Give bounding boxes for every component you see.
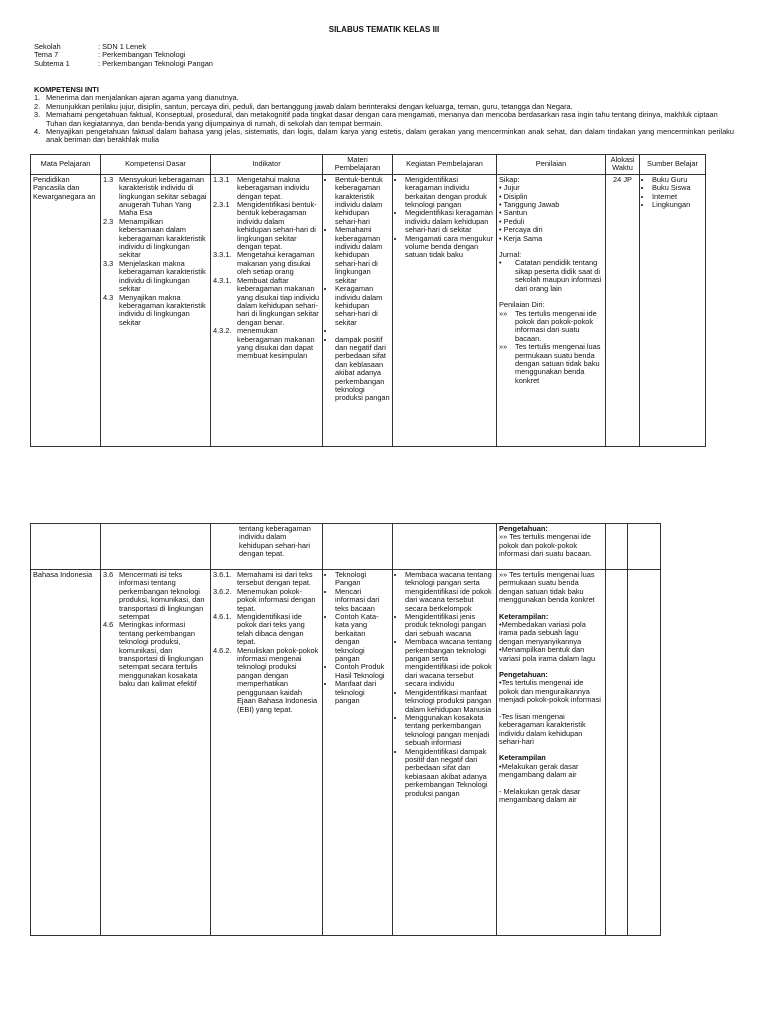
ki-item: 1. Menerima dan menjalankan ajaran agama yang dianutnya. (34, 93, 239, 103)
penilaian-cell: Pengetahuan: »» Tes tertulis mengenai ide pokok dan pokok-pokok informasi dari suatu bacaan. (497, 524, 606, 570)
penilaian-cell: »» Tes tertulis mengenai luas permukaan suatu benda dengan satuan tidak baku menggunakan benda konkret Keterampilan: •Membedakan variasi pola irama pada sebuah lagu dengan menyanyikannya •Menampilkan bentuk dan variasi pola irama dalam lagu Pengetahuan: •Tes tertulis mengenai ide pokok dan menguraikannya menjadi pokok-pokok informasi -Tes lisan mengenai keberagaman karakteristik individu dalam kehidupan sehari-hari Keterampilan •Melakukan gerak dasar mengambang dalam air - Melakukan gerak dasar mengambang dalam air (497, 570, 606, 936)
header-indikator: Indikator (211, 155, 323, 175)
list-item: • Mengidentifikasi dampak positif dan negatif dari perbedaan sifat dan kebiasaan akibat adanya perkembangan Teknologi produksi pangan (405, 748, 494, 798)
indikator-cell: 3.6.1. Memahami isi dari teks tersebut dengan tepat. 3.6.2. Menemukan pokok-pokok informasi dengan tepat. 4.6.1. Mengidentifikasi ide pokok dari teks yang telah dibaca dengan tepat. 4.6.2. Menuliskan pokok-pokok informasi mengenai teknologi produksi pangan dengan memperhatikan penggunaan kaidah Ejaan Bahasa Indonesia (EBI) yang tepat. (211, 570, 323, 936)
list-item: • Membaca wacana tentang teknologi pangan serta mengidentifikasi ide pokok dari wacana tersebut secara berkelompok (405, 571, 494, 613)
ki-item: 4. Menyajikan pengetahuan faktual dalam bahasa yang jelas, sistematis, dan logis, dalam karya yang estetis, dalam gerakan yang mencerminkan anak sehat, dan dalam tindakan yang mencerminkan perilaku anak beriman dan berakhlak mulia (34, 127, 734, 145)
syllabus-table-1 (30, 154, 706, 447)
materi-cell (323, 570, 393, 936)
ki-item: 3. Memahami pengetahuan faktual, Konseptual, prosedural, dan metakognitif pada tingkat dasar dengan cara mengamati, menanya dan mencoba berdasarkan rasa ingin tahu tentang dirinya, makhluk ciptaan Tuhan dan kegiatannya, dan benda-benda yang dijumpainya di rumah, di sekolah dan tempat bermain. (34, 110, 718, 128)
header-sumber: Sumber Belajar (640, 155, 706, 175)
header-row (31, 155, 706, 175)
indikator-cell: 1.3.1 Mengetahui makna keberagaman individu dengan tepat. 2.3.1 Mengidentifikasi bentuk-bentuk keberagaman individu dalam kehidupan sehari-hari di lingkungan sekitar dengan tepat. 3.3.1. Mengetahui keragaman makanan yang disukai oleh setiap orang 4.3.1. Membuat daftar keberagaman makanan yang disukai tiap individu dalam kehidupan sehari-hari di lingkungan sekitar dengan benar. 4.3.2. menemukan keberagaman makanan yang disukai dan dapat membuat kesimpulan (211, 174, 323, 446)
table-row (31, 524, 661, 570)
syllabus-table-2 (30, 523, 661, 936)
kd-cell: 3.6 Mencermati isi teks informasi tentang perkembangan teknologi produksi, komunikasi, dan transportasi di lingkungan setempat 4.6 Meringkas informasi tentang perkembangan teknologi produksi, komunikasi, dan transportasi di lingkungan setempat secara tertulis menggunakan kosakata baku dan kalimat efektif (101, 570, 211, 936)
list-item: • Contoh Kata-kata yang berkaitan dengan teknologi pangan (335, 613, 390, 663)
identity-row: Tema 7 : Perkembangan Teknologi (34, 50, 186, 60)
list-item: • Megidentifikasi keragaman individu dalam kehidupan sehari-hari di sekitar (405, 209, 494, 234)
list-item: • Bentuk-bentuk keberagaman karakteristik individu dalam kehidupan sehari-hari (335, 176, 390, 226)
table-row (31, 570, 661, 936)
page-title: SILABUS TEMATIK KELAS III (328, 25, 440, 34)
list-item: • dampak positif dan negatif dari perbedaan sifat dan keblasaan akibat adanya perkembangan teknologi produksi pangan (335, 336, 390, 403)
ki-heading: KOMPETENSI INTI (34, 85, 99, 94)
list-item: • Teknologi Pangan (335, 571, 390, 588)
identity-row: Sekolah : SDN 1 Lenek (34, 42, 147, 51)
header-kd: Kompetensi Dasar (101, 155, 211, 175)
mapel-cell: Pendidikan Pancasila dan Kewarganegara an (31, 174, 101, 446)
indikator-cell: tentang keberagaman individu dalam kehidupan sehari-hari dengan tepat. (211, 524, 323, 570)
list-item: • Contoh Produk Hasil Teknologi (335, 663, 390, 680)
kegiatan-cell (393, 570, 497, 936)
kompetensi-inti (34, 86, 734, 145)
kd-cell: 1.3 Mensyukuri keberagaman karakteristik individu di lingkungan sekitar sebagai anugerah Tuhan Yang Maha Esa 2.3 Menampilkan kebersamaan dalam keberagaman karakteristik individu di lingkungan sekitar 3.3 Menjelaskan makna keberagaman karakteristik individu di lingkungan sekitar 4.3 Menyajikan makna keberagaman karakteristik individu di lingkungan sekitar (101, 174, 211, 446)
identity-row: Subtema 1 : Perkembangan Teknologi Pangan (34, 58, 213, 68)
list-item: • Mengidentifikasi manfaat teknologi produksi pangan dalam kehidupan Manusia (405, 689, 494, 714)
header-penilaian: Penilaian (497, 155, 606, 175)
list-item: • Menggunakan kosakata tentang perkembangan teknologi pangan menjadi sebuah informasi (405, 714, 494, 748)
mapel-cell: Bahasa Indonesia (31, 570, 101, 936)
alokasi-cell: 24 JP (606, 174, 640, 446)
list-item: • Buku Siswa (652, 184, 703, 192)
list-item: • Mengamati cara mengukur volume benda dengan satuan tidak baku (405, 235, 494, 260)
header-alokasi: Alokasi Waktu (606, 155, 640, 175)
list-item: • Internet (652, 193, 703, 201)
penilaian-cell: Sikap: • Jujur • Disiplin • Tanggung Jawab • Santun • Peduli • Percaya diri • Kerja Sama Jurnal: • Catatan pendidik tentang sikap peserta didik saat di sekolah maupun informasi dari orang lain Penilaian Diri: »» Tes tertulis mengenai ide pokok dan pokok-pokok informasi dari suatu bacaan. »» Tes tertulis mengenai luas permukaan suatu benda dengan satuan tidak baku menggunakan benda konkret (497, 174, 606, 446)
list-item: • Memahami keberagaman individu dalam kehidupan sehari-hari di lingkungan sekitar (335, 226, 390, 285)
list-item: • Mengidentifikasi keragaman individu berkaitan dengan produk teknologi pangan (405, 176, 494, 210)
list-item: • Keragaman individu dalam kehidupan sehari-hari di sekitar (335, 285, 390, 327)
list-item: • Lingkungan (652, 201, 703, 209)
list-item: • Buku Guru (652, 176, 703, 184)
list-item: • Manfaat dari teknologi pangan (335, 680, 390, 705)
header-mapel: Mata Pelajaran (31, 155, 101, 175)
list-item: • Membaca wacana tentang perkembangan teknologi pangan serta mengidentifikasi ide pokok dari wacana tersebut secara individu (405, 638, 494, 688)
list-item: • Mengidentifikasi jenis produk teknologi pangan dari sebuah wacana (405, 613, 494, 638)
ki-item: 2. Menunjukkan perilaku jujur, disiplin, santun, percaya diri, peduli, dan bertanggung jawab dalam berinteraksi dengan keluarga, teman, guru, tetangga dan Negara. (34, 101, 573, 111)
list-item: • Mencari informasi dari teks bacaan (335, 588, 390, 613)
header-kegiatan: Kegiatan Pembelajaran (393, 155, 497, 175)
kegiatan-cell (393, 174, 497, 446)
table-row (31, 174, 706, 446)
identity-block (34, 43, 213, 68)
sumber-cell (640, 174, 706, 446)
materi-cell (323, 174, 393, 446)
header-materi: Materi Pembelajaran (323, 155, 393, 175)
